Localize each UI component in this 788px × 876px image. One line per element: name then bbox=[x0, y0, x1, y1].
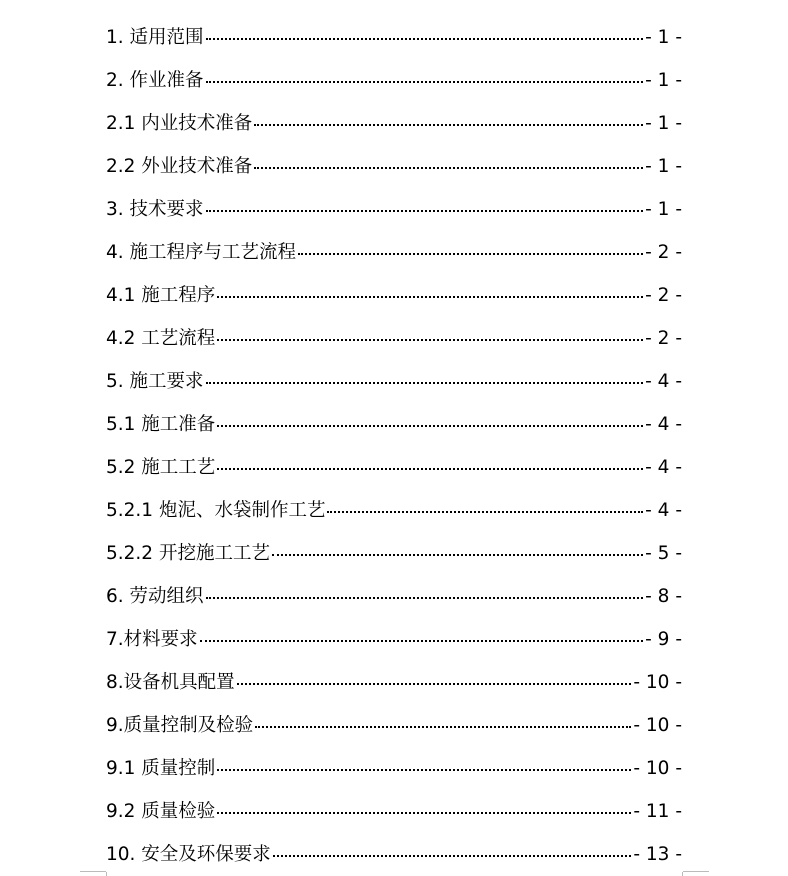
dot-leader bbox=[217, 811, 631, 814]
toc-entry[interactable] bbox=[106, 446, 682, 489]
dot-leader bbox=[272, 553, 643, 556]
toc-entry-label: 9.质量控制及检验 bbox=[106, 715, 254, 736]
dot-leader bbox=[206, 37, 644, 40]
toc-entry-page: - 10 - bbox=[633, 758, 682, 779]
margin-corner-mark bbox=[80, 871, 106, 872]
toc-entry-page: - 1 - bbox=[645, 70, 682, 91]
toc-entry[interactable] bbox=[106, 188, 682, 231]
toc-entry-page: - 5 - bbox=[645, 543, 682, 564]
toc-entry[interactable] bbox=[106, 102, 682, 145]
toc-entry[interactable] bbox=[106, 403, 682, 446]
dot-leader bbox=[206, 596, 644, 599]
table-of-contents bbox=[106, 16, 682, 876]
toc-entry[interactable] bbox=[106, 231, 682, 274]
dot-leader bbox=[200, 639, 643, 642]
margin-corner-mark bbox=[106, 872, 107, 876]
dot-leader bbox=[217, 467, 643, 470]
toc-entry-page: - 1 - bbox=[645, 199, 682, 220]
toc-entry-label: 2.1 内业技术准备 bbox=[106, 113, 253, 134]
toc-entry-page: - 1 - bbox=[645, 113, 682, 134]
toc-entry-label: 5.1 施工准备 bbox=[106, 414, 216, 435]
toc-entry-page: - 10 - bbox=[633, 715, 682, 736]
toc-entry-page: - 4 - bbox=[645, 414, 682, 435]
dot-leader bbox=[237, 682, 632, 685]
toc-entry-page: - 1 - bbox=[645, 156, 682, 177]
toc-entry[interactable] bbox=[106, 618, 682, 661]
margin-corner-mark bbox=[682, 872, 683, 876]
dot-leader bbox=[298, 252, 643, 255]
toc-entry-label: 2. 作业准备 bbox=[106, 70, 204, 91]
dot-leader bbox=[206, 381, 644, 384]
dot-leader bbox=[206, 209, 644, 212]
toc-entry-page: - 11 - bbox=[633, 801, 682, 822]
toc-entry-label: 9.1 质量控制 bbox=[106, 758, 216, 779]
toc-entry[interactable] bbox=[106, 833, 682, 876]
toc-entry-label: 8.设备机具配置 bbox=[106, 672, 235, 693]
toc-entry[interactable] bbox=[106, 575, 682, 618]
toc-entry[interactable] bbox=[106, 790, 682, 833]
toc-entry-label: 7.材料要求 bbox=[106, 629, 198, 650]
dot-leader bbox=[217, 424, 643, 427]
toc-entry[interactable] bbox=[106, 59, 682, 102]
toc-entry-label: 4. 施工程序与工艺流程 bbox=[106, 242, 297, 263]
toc-entry-label: 5.2.1 炮泥、水袋制作工艺 bbox=[106, 500, 326, 521]
dot-leader bbox=[217, 295, 643, 298]
toc-entry-page: - 1 - bbox=[645, 27, 682, 48]
toc-entry-label: 5. 施工要求 bbox=[106, 371, 204, 392]
toc-entry[interactable] bbox=[106, 317, 682, 360]
toc-entry-label: 4.2 工艺流程 bbox=[106, 328, 216, 349]
toc-entry-page: - 4 - bbox=[645, 371, 682, 392]
toc-entry[interactable] bbox=[106, 704, 682, 747]
dot-leader bbox=[254, 166, 643, 169]
toc-entry-label: 5.2.2 开挖施工工艺 bbox=[106, 543, 270, 564]
dot-leader bbox=[217, 338, 643, 341]
toc-entry[interactable] bbox=[106, 145, 682, 188]
toc-entry[interactable] bbox=[106, 532, 682, 575]
dot-leader bbox=[254, 123, 643, 126]
dot-leader bbox=[273, 854, 632, 857]
toc-entry-page: - 9 - bbox=[645, 629, 682, 650]
toc-entry[interactable] bbox=[106, 489, 682, 532]
toc-entry-page: - 13 - bbox=[633, 844, 682, 865]
toc-entry[interactable] bbox=[106, 661, 682, 704]
toc-entry-label: 6. 劳动组织 bbox=[106, 586, 204, 607]
toc-entry-page: - 2 - bbox=[645, 328, 682, 349]
dot-leader bbox=[327, 510, 643, 513]
toc-entry-label: 3. 技术要求 bbox=[106, 199, 204, 220]
toc-entry-page: - 8 - bbox=[645, 586, 682, 607]
toc-entry-label: 5.2 施工工艺 bbox=[106, 457, 216, 478]
toc-entry-label: 1. 适用范围 bbox=[106, 27, 204, 48]
toc-entry-label: 10. 安全及环保要求 bbox=[106, 844, 271, 865]
toc-entry-label: 9.2 质量检验 bbox=[106, 801, 216, 822]
toc-entry-page: - 4 - bbox=[645, 500, 682, 521]
toc-entry-label: 2.2 外业技术准备 bbox=[106, 156, 253, 177]
toc-entry-page: - 2 - bbox=[645, 285, 682, 306]
toc-entry[interactable] bbox=[106, 360, 682, 403]
dot-leader bbox=[206, 80, 644, 83]
dot-leader bbox=[255, 725, 631, 728]
dot-leader bbox=[217, 768, 631, 771]
toc-entry[interactable] bbox=[106, 16, 682, 59]
toc-entry-page: - 10 - bbox=[633, 672, 682, 693]
toc-entry-label: 4.1 施工程序 bbox=[106, 285, 216, 306]
toc-entry[interactable] bbox=[106, 274, 682, 317]
margin-corner-mark bbox=[683, 871, 709, 872]
toc-entry[interactable] bbox=[106, 747, 682, 790]
toc-entry-page: - 2 - bbox=[645, 242, 682, 263]
toc-entry-page: - 4 - bbox=[645, 457, 682, 478]
